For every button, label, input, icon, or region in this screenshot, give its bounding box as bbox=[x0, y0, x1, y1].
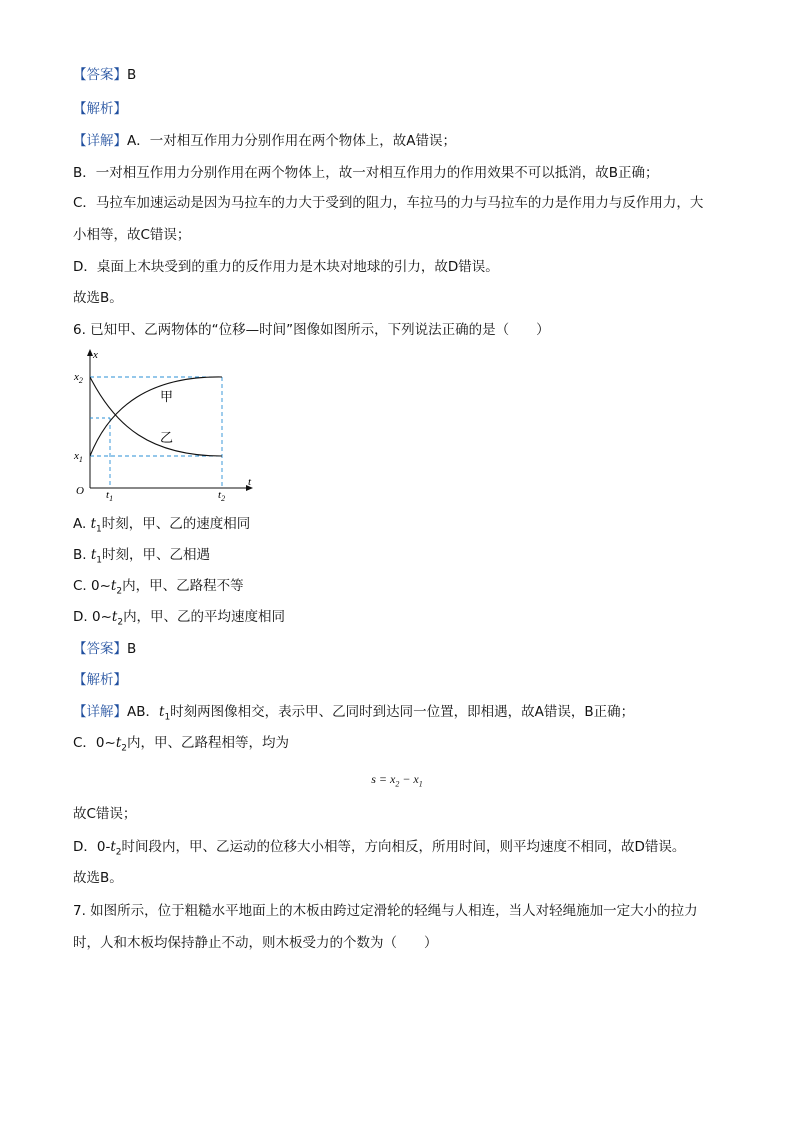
curve-yi-label: 乙 bbox=[160, 431, 174, 446]
origin-label: O bbox=[76, 485, 84, 497]
t1-label: $t_1$ bbox=[106, 489, 114, 502]
q6-detail-ab: 【详解】AB．$t_1$时刻两图像相交，表示甲、乙同时到达同一位置，即相遇，故A错误，B正确； bbox=[73, 704, 635, 723]
q5-analysis-tag: 【解析】 bbox=[73, 101, 127, 117]
q6-stem: 6. 已知甲、乙两物体的“位移—时间”图像如图所示，下列说法正确的是（ ） bbox=[73, 322, 550, 338]
q5-detail-c-cont: 小相等，故C错误； bbox=[73, 227, 191, 243]
q5-detail-c: C．马拉车加速运动是因为马拉车的力大于受到的阻力，车拉马的力与马拉车的力是作用力与反作用力，大 bbox=[73, 195, 704, 211]
option-b: B. $t_1$时刻，甲、乙相遇 bbox=[73, 547, 211, 566]
x2-label: $x_2$ bbox=[74, 371, 83, 385]
y-axis-label: x bbox=[93, 349, 98, 361]
q5-answer-line bbox=[73, 66, 136, 84]
answer-tag: 【答案】 bbox=[73, 67, 127, 83]
curve-jia-label: 甲 bbox=[160, 390, 174, 405]
t2-label: $t_2$ bbox=[218, 489, 226, 502]
q7-stem-line1: 7. 如图所示，位于粗糙水平地面上的木板由跨过定滑轮的轻绳与人相连，当人对轻绳施加一定大小的拉力 bbox=[73, 903, 698, 919]
q6-c-conclusion: 故C错误； bbox=[73, 806, 137, 822]
q5-detail-d: D．桌面上木块受到的重力的反作用力是木块对地球的引力，故D错误。 bbox=[73, 259, 499, 275]
answer-value: B bbox=[127, 67, 137, 83]
q5-conclusion: 故选B。 bbox=[73, 290, 123, 306]
detail-tag: 【详解】 bbox=[73, 133, 127, 149]
q6-answer-line: 【答案】B bbox=[73, 641, 137, 657]
q7-stem-line2: 时，人和木板均保持静止不动，则木板受力的个数为（ ） bbox=[73, 935, 438, 951]
distance-formula: $s = x_2 - x_1$ bbox=[371, 772, 423, 789]
q5-detail-b: B．一对相互作用力分别作用在两个物体上，故一对相互作用力的作用效果不可以抵消，故B正确； bbox=[73, 165, 659, 181]
q6-detail-c: C．$0\sim t_2$内，甲、乙路程相等，均为 bbox=[73, 735, 289, 754]
x1-label: $x_1$ bbox=[74, 450, 83, 464]
option-d: D. $0\sim t_2$内，甲、乙的平均速度相同 bbox=[73, 609, 286, 628]
detail-text: A．一对相互作用力分别作用在两个物体上，故A错误； bbox=[127, 133, 456, 149]
option-c: C. $0\sim t_2$内，甲、乙路程不等 bbox=[73, 578, 244, 597]
position-time-graph bbox=[70, 346, 260, 502]
x-axis-label: t bbox=[248, 476, 252, 488]
q5-detail-a bbox=[73, 132, 456, 150]
curve-yi bbox=[90, 377, 222, 456]
q6-analysis-tag: 【解析】 bbox=[73, 672, 127, 688]
option-a: A. $t_1$时刻，甲、乙的速度相同 bbox=[73, 516, 251, 535]
q6-detail-d: D．$0-t_2$时间段内，甲、乙运动的位移大小相等，方向相反，所用时间，则平均速度不相同，故D错误。 bbox=[73, 839, 686, 858]
q6-final: 故选B。 bbox=[73, 870, 123, 886]
